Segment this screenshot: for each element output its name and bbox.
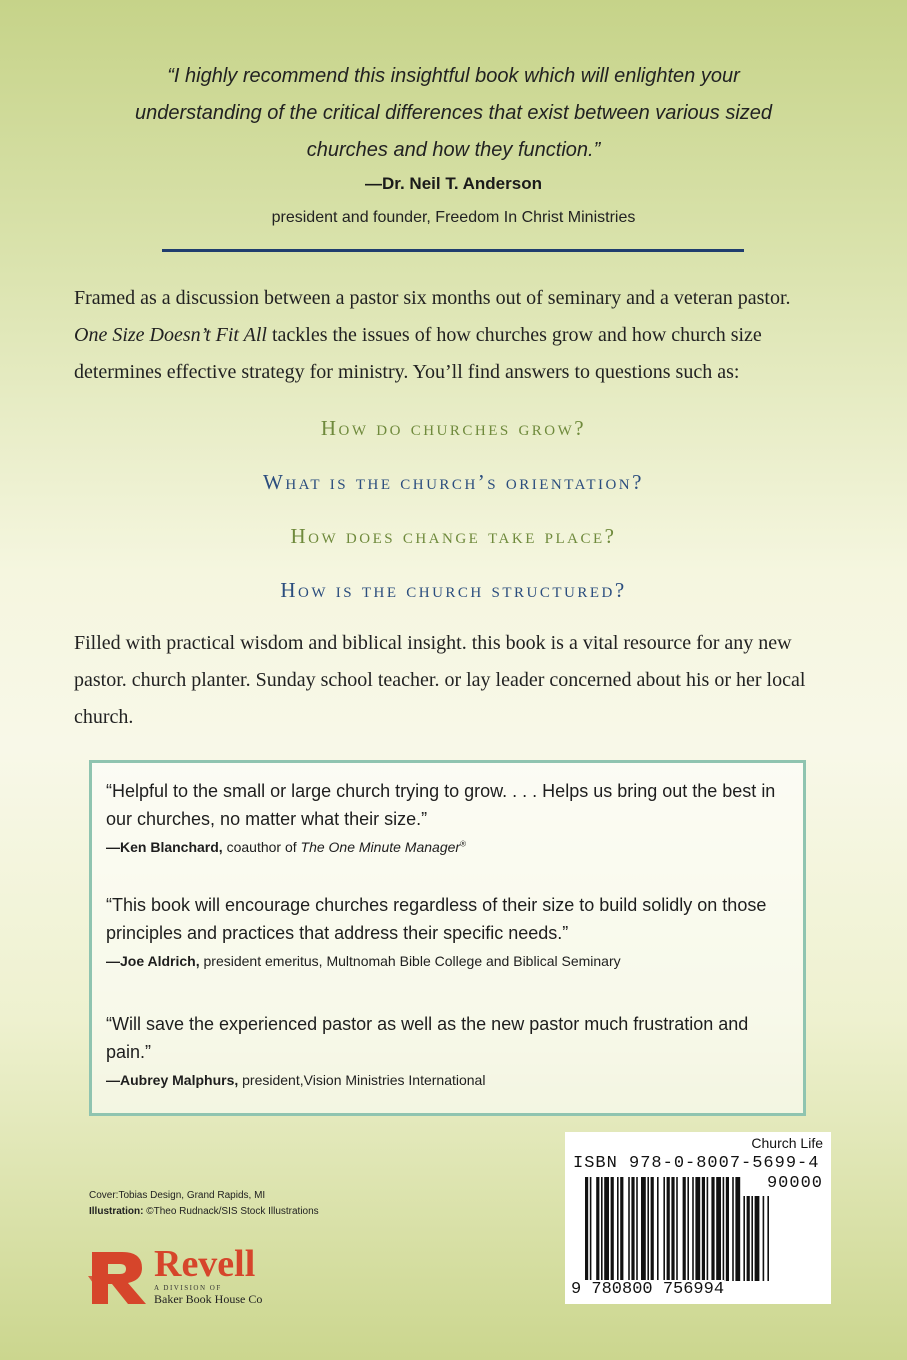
intro-line-1: Framed as a discussion between a pastor six months out of seminary and a veteran pastor. <box>74 287 791 309</box>
endorser-name: —Joe Aldrich, <box>106 953 200 969</box>
revell-r-icon <box>88 1246 152 1308</box>
endorsement-quote: “This book will encourage churches regardless of their size to build solidly on those principles and practices that address their specific needs.” <box>106 895 767 943</box>
description-closing: Filled with practical wisdom and biblical insight. this book is a vital resource for any new pastor. church planter. Sunday school teacher. or lay leader concerned about his or her local church. <box>74 632 806 728</box>
description-intro <box>74 280 842 391</box>
endorsements-box <box>89 760 806 1116</box>
top-endorsement-author: —Dr. Neil T. Anderson <box>365 174 542 193</box>
barcode-panel <box>565 1132 831 1304</box>
price-code: 90000 <box>741 1174 823 1196</box>
endorser-role: president,Vision Ministries International <box>238 1072 486 1088</box>
isbn-text: ISBN 978-0-8007-5699-4 <box>573 1154 820 1173</box>
endorsement-quote: “Will save the experienced pastor as well as the new pastor much frustration and pain.” <box>106 1014 749 1062</box>
illustration-value: ©Theo Rudnack/SIS Stock Illustrations <box>143 1206 319 1217</box>
intro-rest: tackles the issues of how churches grow and how church size determines effective strategy for ministry. You’ll find answers to questions such as: <box>74 324 762 383</box>
publisher-parent: Baker Book House Co <box>154 1292 263 1306</box>
publisher-name: Revell <box>154 1243 256 1285</box>
divider-rule <box>162 249 744 252</box>
endorser-name: —Aubrey Malphurs, <box>106 1072 239 1088</box>
registered-mark: ® <box>460 839 466 849</box>
top-endorsement-role: president and founder, Freedom In Christ Ministries <box>271 209 636 226</box>
publisher-logo <box>88 1244 288 1310</box>
question-2: What is the church’s orientation? <box>263 470 644 494</box>
question-3: How does change take place? <box>290 524 617 548</box>
endorser-name: —Ken Blanchard, <box>106 839 223 855</box>
cover-credit: Cover:Tobias Design, Grand Rapids, MI <box>89 1190 266 1201</box>
endorser-book-title: The One Minute Manager <box>300 839 461 855</box>
cover-credits <box>89 1188 319 1220</box>
endorsement-3 <box>106 1010 796 1088</box>
book-title: One Size Doesn’t Fit All <box>74 324 267 346</box>
endorsement-quote: “Helpful to the small or large church trying to grow. . . . Helps us bring out the best in our churches, no matter what their size.” <box>106 781 776 829</box>
illustration-credit <box>89 1204 319 1220</box>
book-category: Church Life <box>751 1135 823 1151</box>
endorsement-attribution <box>106 839 796 855</box>
top-endorsement-quote: “I highly recommend this insightful book which will enlighten your understanding of the critical differences that exist between various sized churches and how they function.” <box>134 65 773 161</box>
endorsement-attribution <box>106 1072 796 1088</box>
endorsement-2 <box>106 891 796 969</box>
ean-number: 9 780800 756994 <box>571 1280 725 1299</box>
endorser-role: president emeritus, Multnomah Bible College and Biblical Seminary <box>199 953 621 969</box>
endorser-role: coauthor of <box>222 839 301 855</box>
endorsement-attribution <box>106 953 796 969</box>
question-4: How is the church structured? <box>280 578 627 602</box>
endorsement-1 <box>106 777 796 855</box>
publisher-division: A DIVISION OF <box>154 1284 222 1292</box>
question-1: How do churches grow? <box>320 416 587 440</box>
illustration-label: Illustration: <box>89 1206 144 1217</box>
